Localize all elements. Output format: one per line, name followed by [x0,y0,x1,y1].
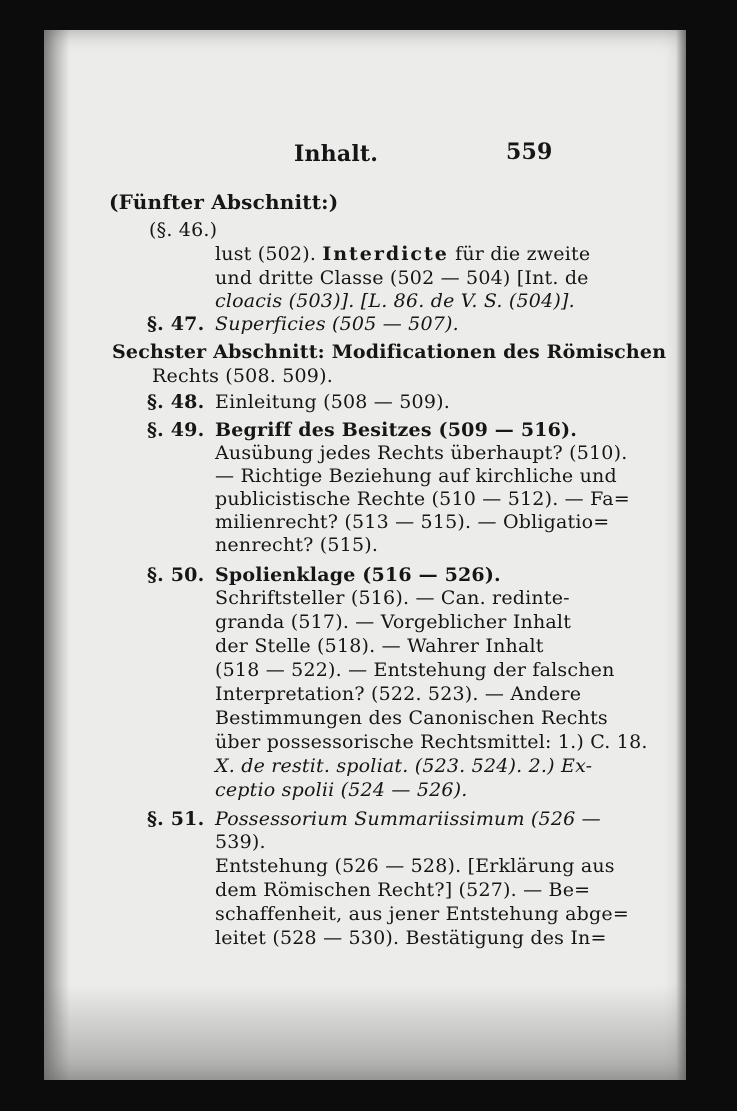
text-line: ceptio spolii (524 — 526). [215,779,468,801]
page-text [44,30,686,1080]
text-span-spaced: Interdicte [322,243,449,265]
text-line: X. de restit. spoliat. (523. 524). 2.) Ex- [215,755,593,777]
text-line: Einleitung (508 — 509). [215,391,450,413]
text-line: Rechts (508. 509). [152,365,333,387]
text-line: Bestimmungen des Canonischen Rechts [215,707,608,729]
text-line: Interpretation? (522. 523). — Andere [215,683,582,705]
text-span: lust (502). [215,243,317,265]
text-line: Schriftsteller (516). — Can. redinte- [215,587,570,609]
text-line: publicistische Rechte (510 — 512). — Fa= [215,488,630,510]
text-line: und dritte Classe (502 — 504) [Int. de [215,267,589,289]
text-line: dem Römischen Recht?] (527). — Be= [215,879,591,901]
text-line: milienrecht? (513 — 515). — Obligatio= [215,511,610,533]
text-line: 539). [215,831,266,853]
paragraph-ref: (§. 46.) [149,219,218,241]
text-line: (518 — 522). — Entstehung der falschen [215,659,615,681]
text-line: über possessorische Rechtsmittel: 1.) C. 18. [215,731,648,753]
text-line [215,242,590,266]
text-line: Superficies (505 — 507). [215,313,459,335]
text-line: cloacis (503)]. [L. 86. de V. S. (504)]. [215,290,575,312]
text-line: Ausübung jedes Rechts überhaupt? (510). [215,442,628,464]
text-line: nenrecht? (515). [215,534,379,556]
paragraph-number: §. 47. [147,313,205,335]
text-line: der Stelle (518). — Wahrer Inhalt [215,635,544,657]
text-line: leitet (528 — 530). Bestätigung des In= [215,927,607,949]
text-line: Begriff des Besitzes (509 — 516). [215,419,578,441]
page-title: Inhalt. [294,141,379,167]
book-page [44,30,686,1080]
page-number: 559 [506,139,553,165]
section-heading: (Fünfter Abschnitt:) [109,190,339,214]
text-line: Possessorium Summariissimum (526 — [215,808,601,830]
text-line: Spolienklage (516 — 526). [215,564,501,586]
text-line: schaffenheit, aus jener Entstehung abge= [215,903,629,925]
text-line: — Richtige Beziehung auf kirchliche und [215,465,617,487]
text-line: Entstehung (526 — 528). [Erklärung aus [215,855,615,877]
text-span: für die zweite [455,243,591,265]
paragraph-number: §. 50. [147,564,205,586]
text-line: granda (517). — Vorgeblicher Inhalt [215,611,572,633]
paragraph-number: §. 48. [147,391,205,413]
section-heading: Sechster Abschnitt: Modificationen des Römischen [112,341,667,363]
paragraph-number: §. 49. [147,419,205,441]
paragraph-number: §. 51. [147,808,205,830]
